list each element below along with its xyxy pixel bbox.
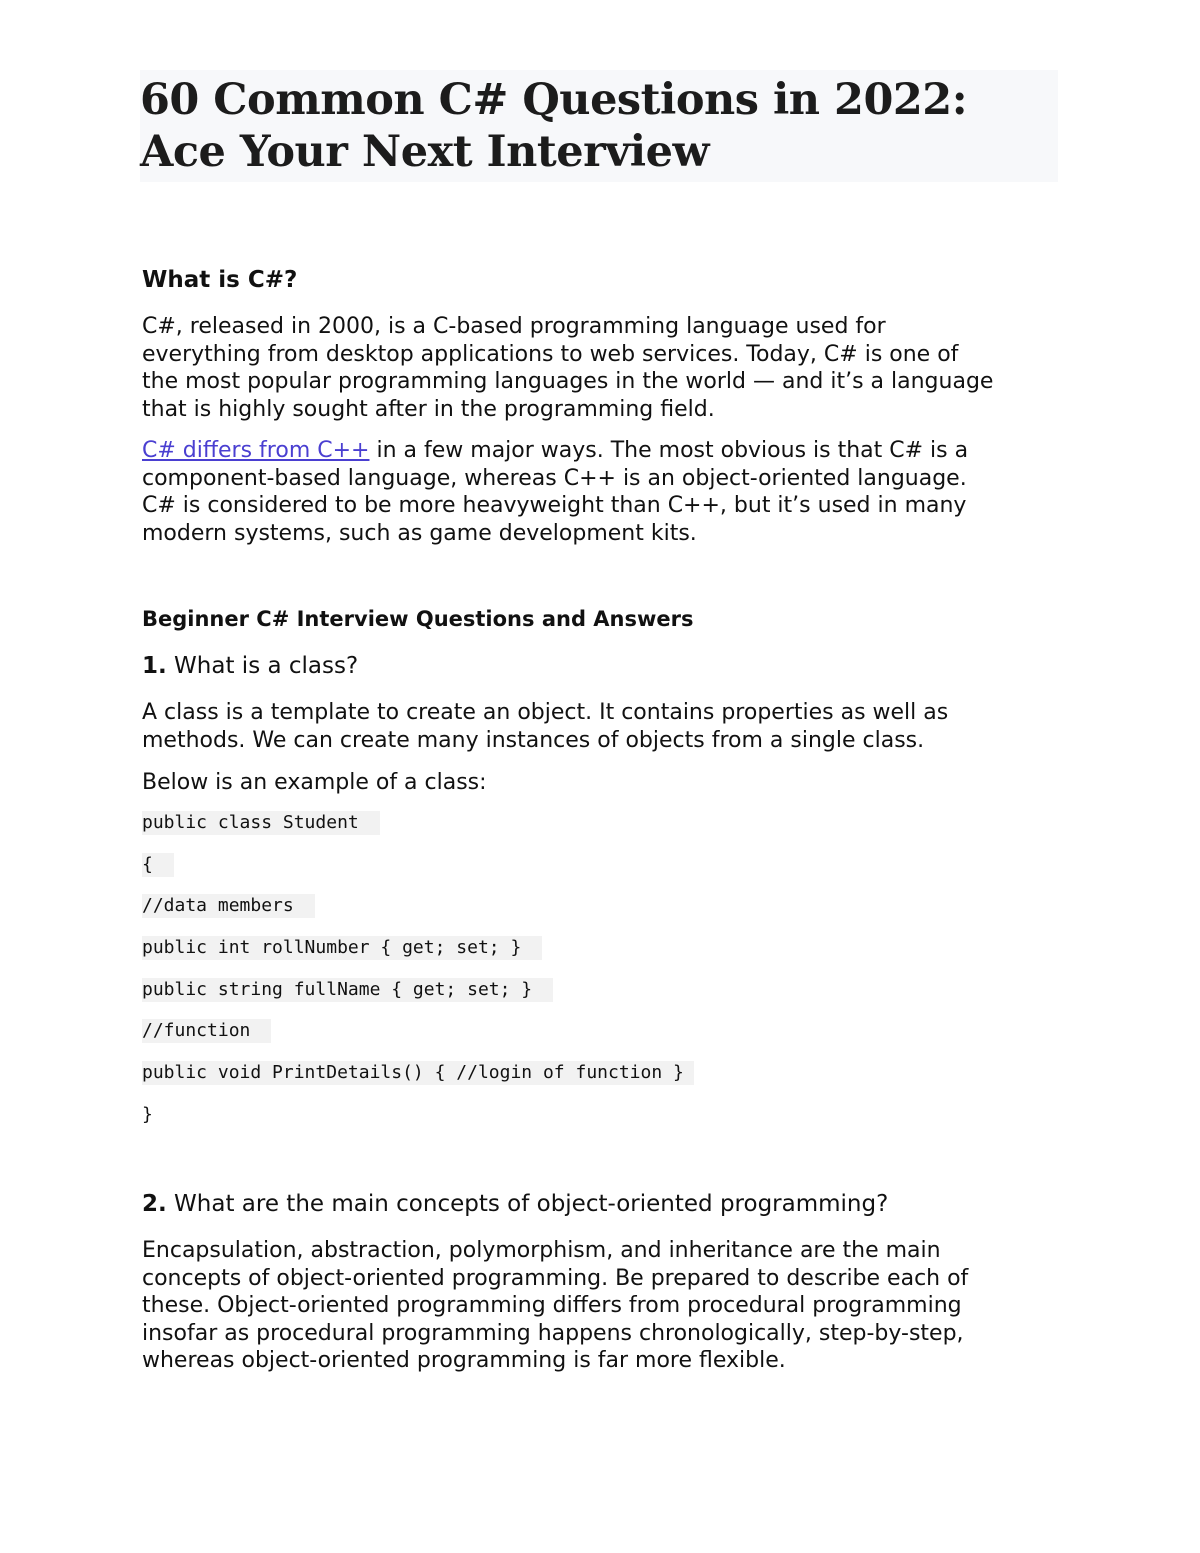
section-heading-what-is-csharp: What is C#? [142, 267, 298, 293]
question-1-text: What is a class? [166, 653, 359, 679]
question-2-answer: Encapsulation, abstraction, polymorphism, and inheritance are the main concepts of object-oriented programming. Be prepared to describe each of these. Object-oriented programming differs from procedural programming insofar as procedural programming happens chronologically, step-by-step, whereas object-oriented programming is far more flexible. [142, 1238, 969, 1373]
title-line-1: 60 Common C# Questions in 2022: [140, 75, 968, 125]
csharp-vs-cpp-link[interactable]: C# differs from C++ [142, 438, 370, 463]
code-line: //function [142, 1019, 271, 1043]
question-1-number: 1. [142, 653, 167, 679]
code-line: } [142, 1103, 153, 1125]
intro-paragraph-2-rest: component-based language, whereas C++ is an object-oriented language. C# is considered to be more heavyweight than C++, but it’s used in many modern systems, such as game development kits. [142, 465, 967, 546]
code-block [142, 811, 694, 1145]
question-1-answer: A class is a template to create an object. It contains properties as well as methods. We can create many instances of objects from a single class. [142, 700, 949, 753]
question-1-example-intro: Below is an example of a class: [142, 770, 487, 795]
intro-paragraph-1: C#, released in 2000, is a C-based programming language used for everything from desktop applications to web services. Today, C# is one of the most popular programming languages in the world — and it’s a language that is highly sought after in the programming field. [142, 314, 994, 422]
code-line: public string fullName { get; set; } [142, 978, 553, 1002]
question-2-text: What are the main concepts of object-oriented programming? [166, 1191, 889, 1217]
question-2-number: 2. [142, 1191, 167, 1217]
code-line: public class Student [142, 811, 380, 835]
code-line: //data members [142, 894, 315, 918]
intro-paragraph-2 [142, 437, 968, 547]
section-heading-beginner: Beginner C# Interview Questions and Answers [142, 607, 694, 631]
code-line: public int rollNumber { get; set; } [142, 936, 542, 960]
question-2 [142, 1190, 888, 1218]
question-1 [142, 652, 358, 680]
code-line: { [142, 853, 174, 877]
document-title [140, 70, 1058, 182]
title-line-2: Ace Your Next Interview [140, 127, 709, 177]
intro-paragraph-2-line1: in a few major ways. The most obvious is that C# is a [369, 438, 969, 463]
code-line: public void PrintDetails() { //login of function } [142, 1061, 694, 1085]
